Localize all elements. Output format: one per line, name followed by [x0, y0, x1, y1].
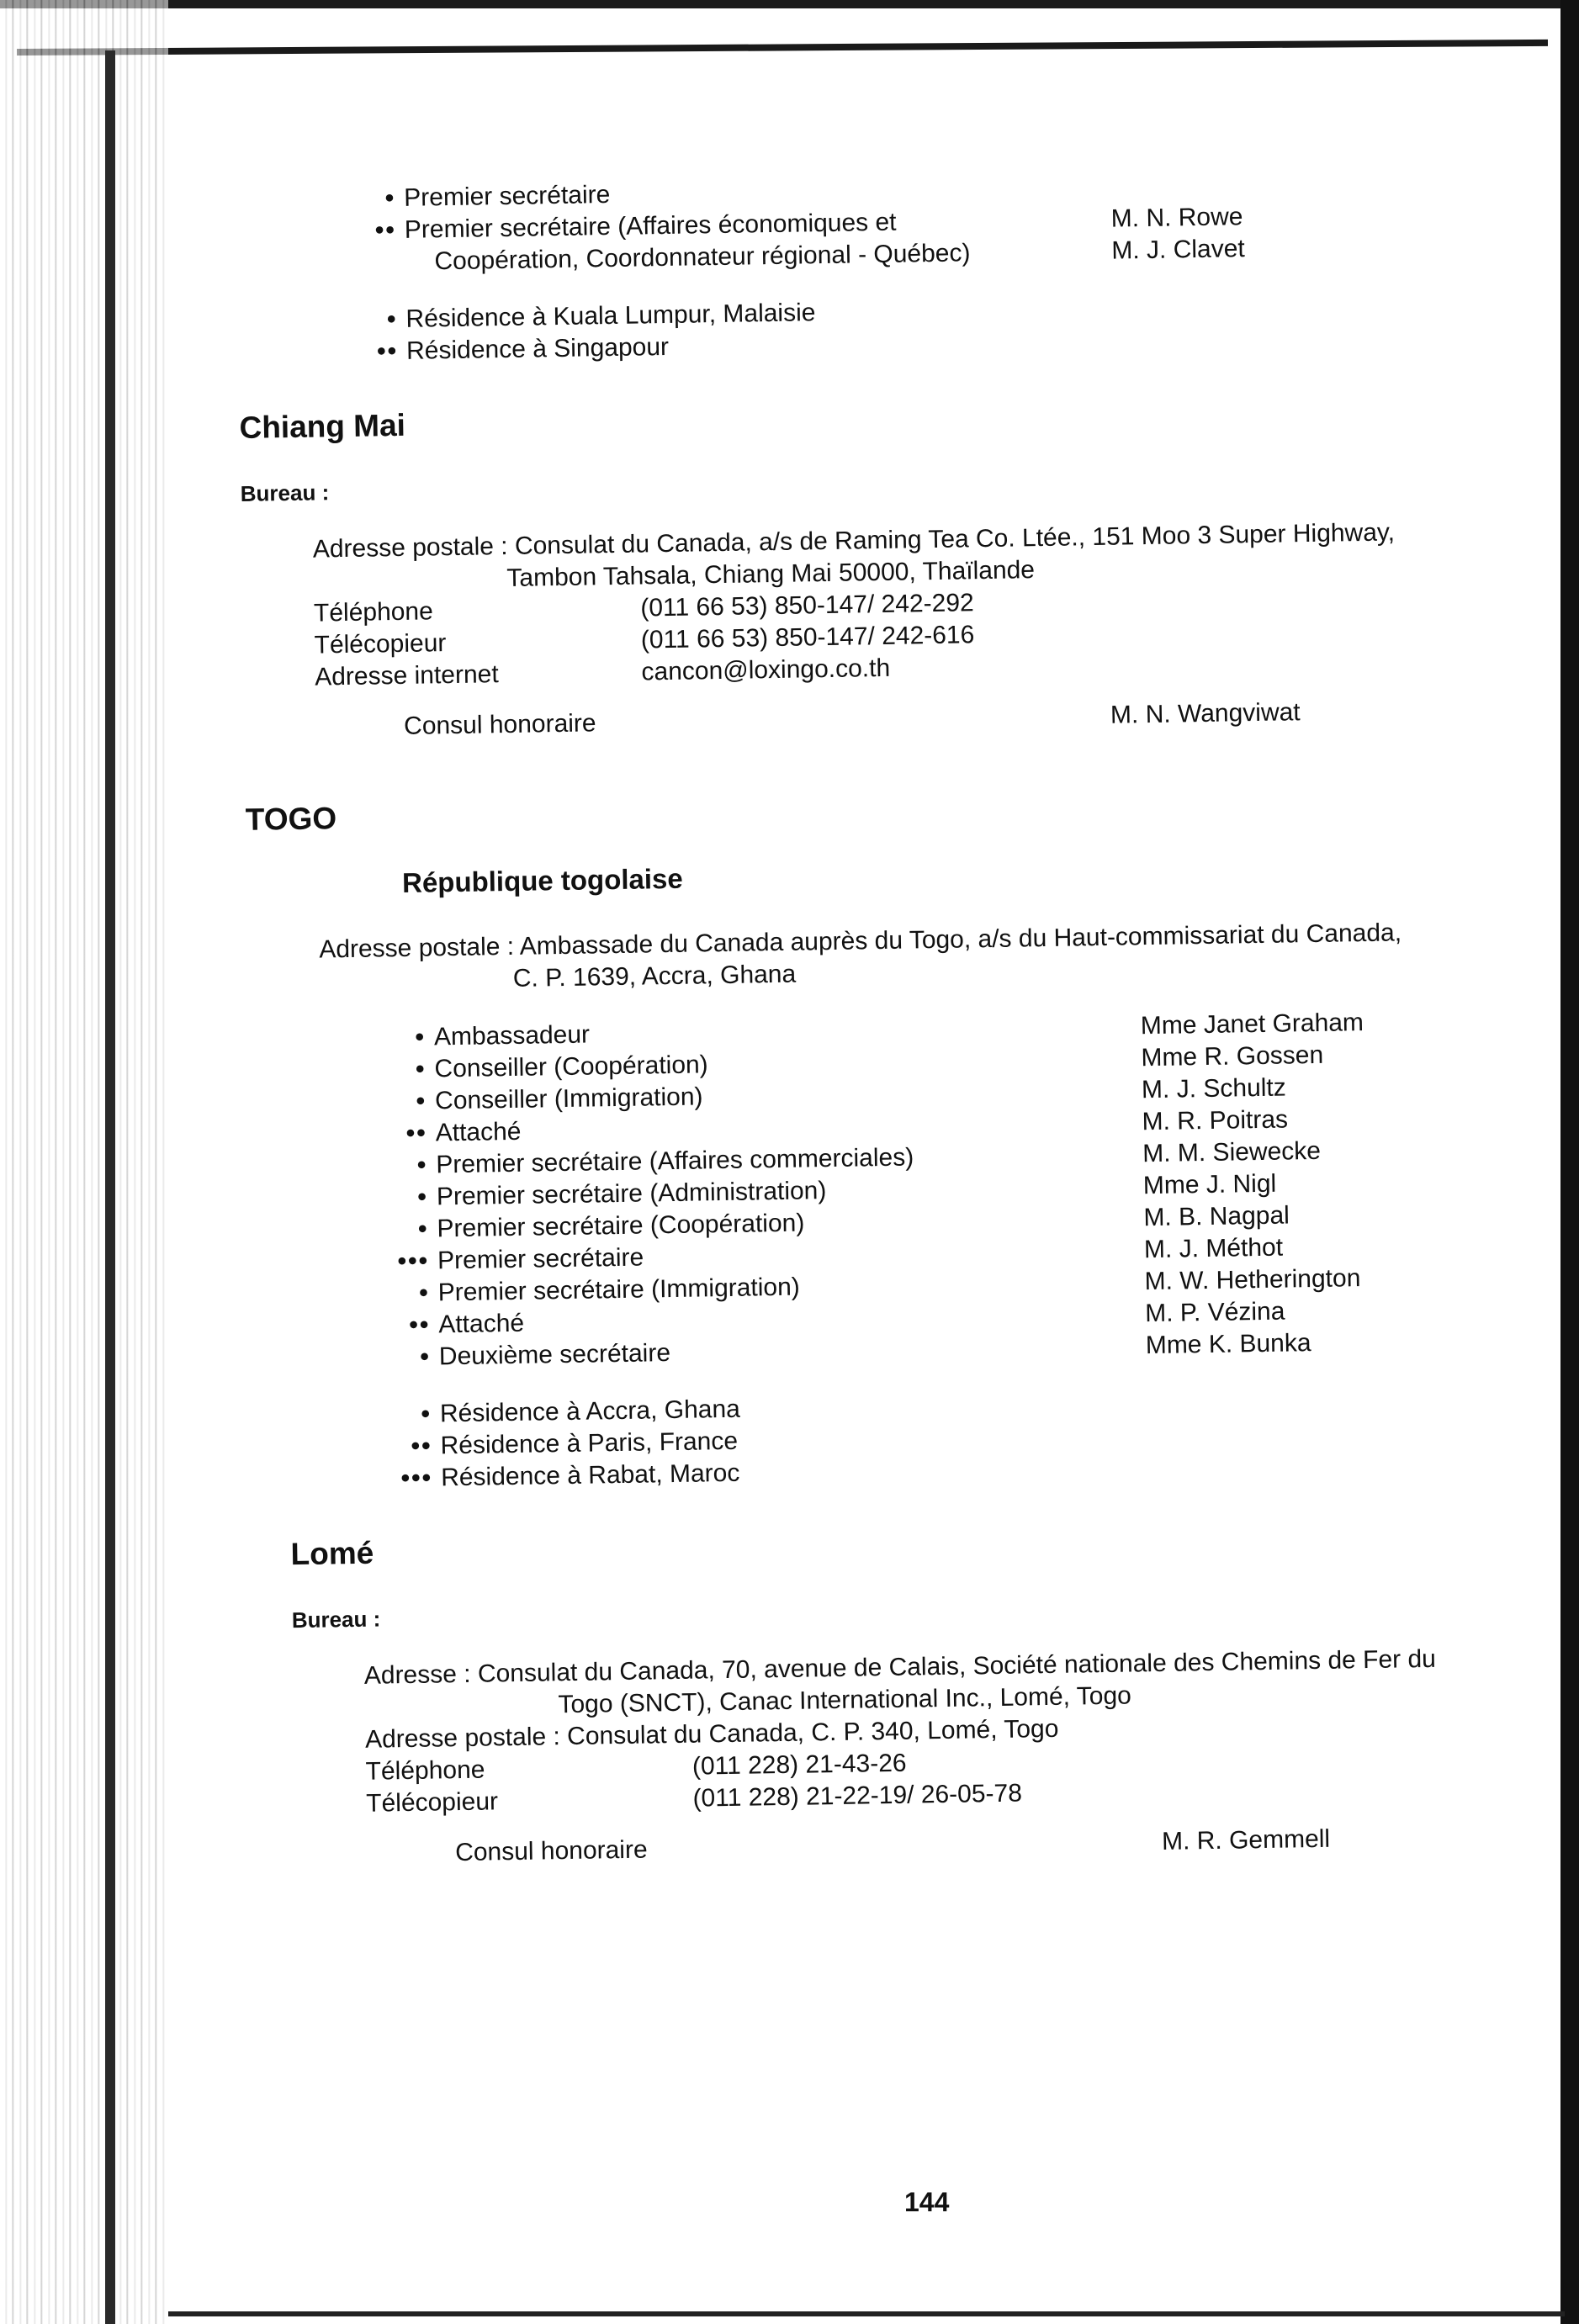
staff-title: Deuxième secrétaire	[438, 1339, 671, 1371]
lome-address-block	[364, 1642, 1540, 1820]
staff-marks: ••	[374, 216, 397, 245]
staff-title: Premier secrétaire (Immigration)	[437, 1273, 801, 1307]
address-line-1: Consulat du Canada, 70, avenue de Calais, Société nationale des Chemins de Fer du	[477, 1644, 1437, 1688]
phone-label: Téléphone	[313, 597, 434, 627]
postal-label: Adresse postale :	[364, 1723, 561, 1754]
postal-line-1: Ambassade du Canada auprès du Togo, a/s du Haut-commissariat du Canada,	[519, 918, 1402, 961]
staff-marks: •	[415, 1023, 427, 1051]
staff-marks: •	[416, 1151, 428, 1179]
chiang-mai-address-block	[313, 515, 1523, 694]
city-heading-lome: Lomé	[290, 1535, 374, 1572]
staff-name: M. J. Méthot	[1143, 1233, 1284, 1264]
fax-value: (011 228) 21-22-19/ 26-05-78	[692, 1779, 1023, 1813]
page-right-shadow	[1560, 0, 1579, 2324]
staff-name: M. N. Rowe	[1110, 203, 1243, 233]
page-bottom-rule	[168, 2311, 1565, 2316]
phone-value: (011 66 53) 850-147/ 242-292	[640, 589, 974, 622]
page-number: 144	[904, 2187, 950, 2217]
staff-title: Conseiller (Immigration)	[434, 1083, 703, 1115]
staff-title: Conseiller (Coopération)	[434, 1051, 708, 1083]
residence-marks: •	[386, 304, 398, 334]
staff-marks: ••	[405, 1119, 427, 1147]
residence-marks: •••	[400, 1464, 433, 1493]
consul-name: M. N. Wangviwat	[1110, 698, 1301, 729]
staff-marks: •	[384, 184, 396, 213]
staff-title: Premier secrétaire (Affaires commerciales)	[436, 1143, 914, 1179]
country-official-name: République togolaise	[401, 862, 684, 898]
residence-text: Résidence à Rabat, Maroc	[440, 1458, 740, 1492]
residence-text: Résidence à Kuala Lumpur, Malaisie	[405, 299, 816, 333]
residence-text: Résidence à Paris, France	[440, 1427, 739, 1460]
staff-name: Mme K. Bunka	[1145, 1329, 1311, 1360]
fax-value: (011 66 53) 850-147/ 242-616	[640, 621, 975, 654]
staff-name: M. M. Siewecke	[1142, 1136, 1322, 1168]
top-staff-list	[345, 165, 1517, 368]
togo-staff-list	[375, 1004, 1535, 1495]
staff-name: M. B. Nagpal	[1143, 1201, 1290, 1232]
residence-text: Résidence à Singapour	[405, 332, 670, 365]
phone-label: Téléphone	[365, 1755, 485, 1786]
bureau-label: Bureau :	[240, 479, 330, 506]
staff-name: M. J. Schultz	[1141, 1073, 1286, 1104]
postal-label: Adresse postale :	[319, 932, 515, 964]
staff-title: Premier secrétaire (Affaires économiques et	[404, 208, 897, 244]
staff-marks	[347, 270, 405, 271]
residence-marks: ••	[411, 1432, 432, 1460]
consul-title: Consul honoraire	[403, 709, 596, 740]
postal-line-1: Consulat du Canada, a/s de Raming Tea Co. Ltée., 151 Moo 3 Super Highway,	[514, 518, 1396, 560]
staff-marks: •••	[397, 1247, 430, 1276]
staff-marks: •	[418, 1278, 430, 1307]
staff-name: M. W. Hetherington	[1144, 1264, 1361, 1296]
staff-name: Mme J. Nigl	[1142, 1169, 1277, 1200]
staff-marks: ••	[409, 1310, 431, 1339]
staff-marks: •	[415, 1055, 427, 1083]
staff-marks: •	[417, 1183, 429, 1211]
bureau-label: Bureau :	[291, 1606, 381, 1633]
staff-title: Attaché	[435, 1117, 522, 1147]
fax-label: Télécopieur	[314, 629, 447, 659]
staff-title: Attaché	[438, 1309, 525, 1339]
staff-name: Mme R. Gossen	[1141, 1040, 1324, 1072]
staff-marks: •	[417, 1215, 429, 1243]
postal-label: Adresse postale :	[312, 532, 508, 564]
staff-title: Coopération, Coordonnateur régional - Québec)	[434, 239, 971, 276]
page-header-rule	[17, 40, 1548, 56]
staff-name: M. P. Vézina	[1144, 1297, 1285, 1328]
staff-title: Premier secrétaire	[437, 1243, 644, 1275]
staff-title: Premier secrétaire (Administration)	[436, 1177, 827, 1211]
staff-title: Premier secrétaire (Coopération)	[437, 1209, 805, 1243]
email-label: Adresse internet	[314, 660, 499, 691]
residence-text: Résidence à Accra, Ghana	[439, 1395, 741, 1428]
staff-name: M. R. Poitras	[1142, 1105, 1289, 1136]
book-binding-shadow	[105, 50, 115, 2324]
address-label: Adresse :	[363, 1660, 471, 1690]
consul-name: M. R. Gemmell	[1161, 1824, 1331, 1855]
phone-value: (011 228) 21-43-26	[691, 1749, 907, 1781]
staff-marks: •	[416, 1087, 427, 1115]
postal-value: Consulat du Canada, C. P. 340, Lomé, Togo	[566, 1714, 1059, 1751]
residence-marks: •	[421, 1400, 432, 1428]
book-page-edges	[0, 0, 168, 2324]
consul-title: Consul honoraire	[454, 1835, 648, 1867]
staff-marks: •	[420, 1342, 432, 1371]
address-line-2: Togo (SNCT), Canac International Inc., Lomé, Togo	[558, 1681, 1132, 1719]
staff-name: Mme Janet Graham	[1140, 1008, 1364, 1040]
postal-line-2: Tambon Tahsala, Chiang Mai 50000, Thaïlande	[506, 556, 1036, 592]
fax-label: Télécopieur	[365, 1787, 499, 1818]
country-heading-togo: TOGO	[245, 801, 337, 837]
page-top-rule	[0, 0, 1579, 8]
email-value: cancon@loxingo.co.th	[641, 654, 891, 686]
postal-line-2: C. P. 1639, Accra, Ghana	[512, 960, 797, 993]
residence-marks: ••	[376, 336, 399, 366]
city-heading-chiang-mai: Chiang Mai	[239, 407, 406, 445]
page-content	[236, 165, 1540, 1872]
staff-title: Premier secrétaire	[404, 181, 611, 212]
staff-title: Ambassadeur	[433, 1020, 591, 1051]
staff-name: M. J. Clavet	[1111, 235, 1245, 265]
